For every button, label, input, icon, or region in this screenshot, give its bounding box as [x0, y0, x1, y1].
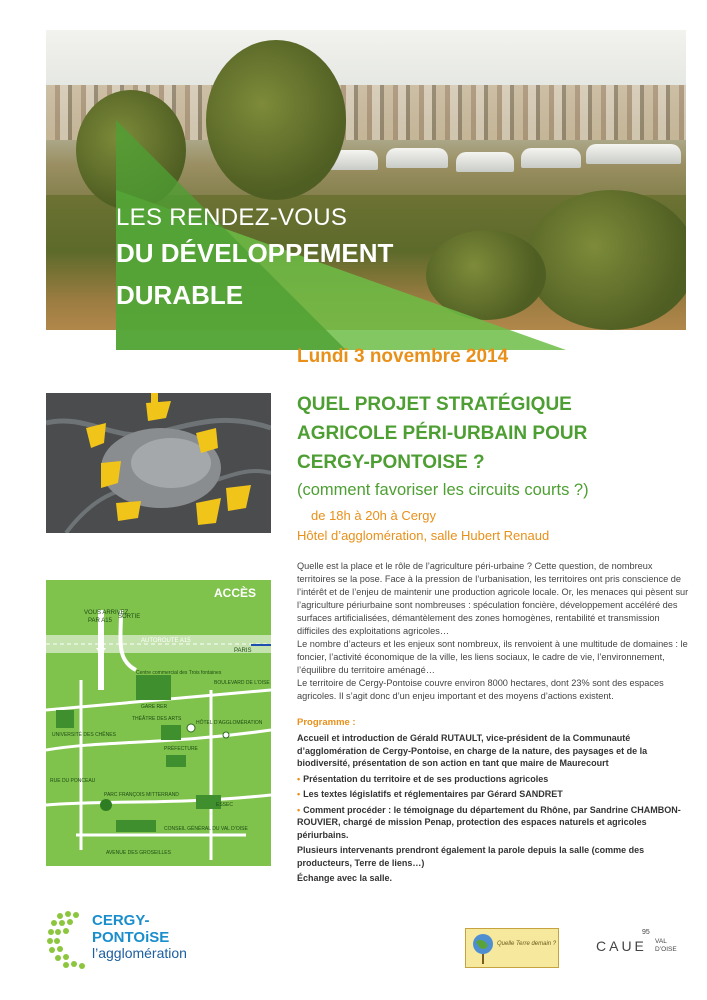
quelle-terre-demain-text: Quelle Terre demain ?: [497, 941, 557, 947]
access-title: ACCÈS: [214, 586, 257, 600]
map-label-vous-arrivez: VOUS ARRIVEZ: [84, 610, 129, 616]
programme-item: • Comment procéder : le témoignage du département du Rhône, par Sandrine CHAMBON-ROUVIER, chargé de mission Penap, protection des espaces naturels et agricoles périurbains.: [297, 804, 681, 840]
programme-list: [297, 732, 692, 888]
val-doise-label: [655, 938, 677, 954]
body-paragraph: Le nombre d’acteurs et les enjeux sont nombreux, ils renvoient à une multitude de domaines : le foncier, l’activité économique de la ville, les liens sociaux, le cadre de vie, l’environnement, l’équilibre du territoire aménagé…: [297, 639, 688, 675]
map-label-hotel: HÔTEL D’AGGLOMÉRATION: [196, 720, 263, 726]
programme-item-text: Comment procéder : le témoignage du département du Rhône, par Sandrine CHAMBON-ROUVIER, chargé de mission Penap, protection des espaces naturels et agricoles périurbains.: [297, 804, 681, 840]
map-label-sortie: SORTIE: [118, 614, 141, 620]
programme-intro: Accueil et introduction de Gérald RUTAULT, vice-président de la Communauté d’agglomération de Cergy-Pontoise, en charge de la nature, des paysages et de la biodiversité, présentation de son action en tant que maire de Maurecourt: [297, 733, 648, 768]
territory-map-drawing: [46, 393, 271, 533]
event-venue: Hôtel d’agglomération, salle Hubert Renaud: [297, 528, 550, 543]
event-date: Lundi 3 novembre 2014: [297, 346, 509, 367]
globe-icon: [470, 930, 496, 966]
programme-item-text: Les textes législatifs et réglementaires par Gérard SANDRET: [303, 789, 563, 799]
map-label-essec: ESSEC: [216, 802, 233, 808]
map-label-conseil: CONSEIL GÉNÉRAL DU VAL D’OISE: [164, 826, 248, 832]
title-line-2: DU DÉVELOPPEMENT: [116, 238, 394, 268]
map-label-centre-commercial: Centre commercial des Trois fontaines: [136, 670, 222, 676]
map-label-paris: PARIS: [234, 648, 252, 654]
event-question-line-3: CERGY-PONTOISE ?: [297, 452, 485, 473]
green-banner: [46, 120, 566, 350]
cergy-logo-line-2: PONTOiSE: [92, 929, 170, 946]
caue-logo: CAUE: [596, 938, 647, 954]
programme-item: • Présentation du territoire et de ses productions agricoles: [297, 773, 549, 784]
val-line-2: D’OISE: [655, 946, 677, 953]
event-question-line-2: AGRICOLE PÉRI-URBAIN POUR: [297, 423, 588, 444]
map-label-autoroute: AUTOROUTE A15: [141, 638, 191, 644]
event-subtitle: (comment favoriser les circuits courts ?): [297, 481, 589, 499]
map-label-prefecture: PRÉFECTURE: [164, 746, 198, 752]
map-label-gare: GARE RER: [141, 704, 168, 710]
programme-title: Programme :: [297, 717, 356, 728]
programme-closing: Plusieurs intervenants prendront également la parole depuis la salle (comme des producteurs, Terre de liens…): [297, 845, 645, 868]
map-label-boulevard: BOULEVARD DE L’OISE: [214, 680, 270, 686]
cergy-logo-line-1: CERGY-: [92, 912, 150, 929]
quelle-terre-demain-logo: [465, 928, 559, 968]
title-line-1: LES RENDEZ-VOUS: [116, 204, 348, 231]
programme-closing: Échange avec la salle.: [297, 873, 393, 883]
map-label-parc: PARC FRANÇOIS MITTERRAND: [104, 792, 179, 798]
val-line-1: VAL: [655, 938, 667, 945]
title-line-3: DURABLE: [116, 280, 244, 310]
event-time: de 18h à 20h à Cergy: [311, 508, 437, 523]
territory-map: [46, 393, 271, 533]
body-paragraph: Quelle est la place et le rôle de l’agriculture péri-urbaine ? Cette question, de nombreux territoires se la pose. Face à la pression de l’urbanisation, les territoires ont pris conscience de l’intérêt et de l’enjeu de maintenir une production agricole locale. Or, les menaces qui pèsent sur l’agriculture périurbaine sont nombreuses : spéculation foncière, développement accéléré des surfaces artificialisées, démantèlement des zones homogènes, rentabilité et transmission difficiles des exploitations agricoles…: [297, 561, 689, 636]
cergy-logo-line-3: l’agglomération: [92, 945, 187, 961]
map-label-universite: UNIVERSITÉ DES CHÊNES: [52, 732, 116, 738]
map-label-rue-ponceau: RUE DU PONCEAU: [50, 778, 96, 784]
body-paragraph: Le territoire de Cergy-Pontoise couvre environ 8000 hectares, dont 23% sont des espaces agricoles. Il s’agit donc d’un enjeu important et des moyens d’actions existent.: [297, 678, 664, 701]
access-map: [46, 580, 271, 866]
programme-item-text: Présentation du territoire et de ses productions agricoles: [303, 773, 549, 784]
map-label-par-a15: PAR A15: [88, 618, 112, 624]
event-question-line-1: QUEL PROJET STRATÉGIQUE: [297, 394, 572, 415]
greenhouse: [586, 144, 681, 164]
programme-item: • Les textes législatifs et réglementaires par Gérard SANDRET: [297, 789, 563, 799]
body-text: [297, 560, 692, 703]
map-label-avenue: AVENUE DES GROSEILLES: [106, 850, 171, 856]
map-label-theatre: THÉÂTRE DES ARTS: [132, 716, 182, 722]
caue-number: 95: [642, 929, 650, 936]
